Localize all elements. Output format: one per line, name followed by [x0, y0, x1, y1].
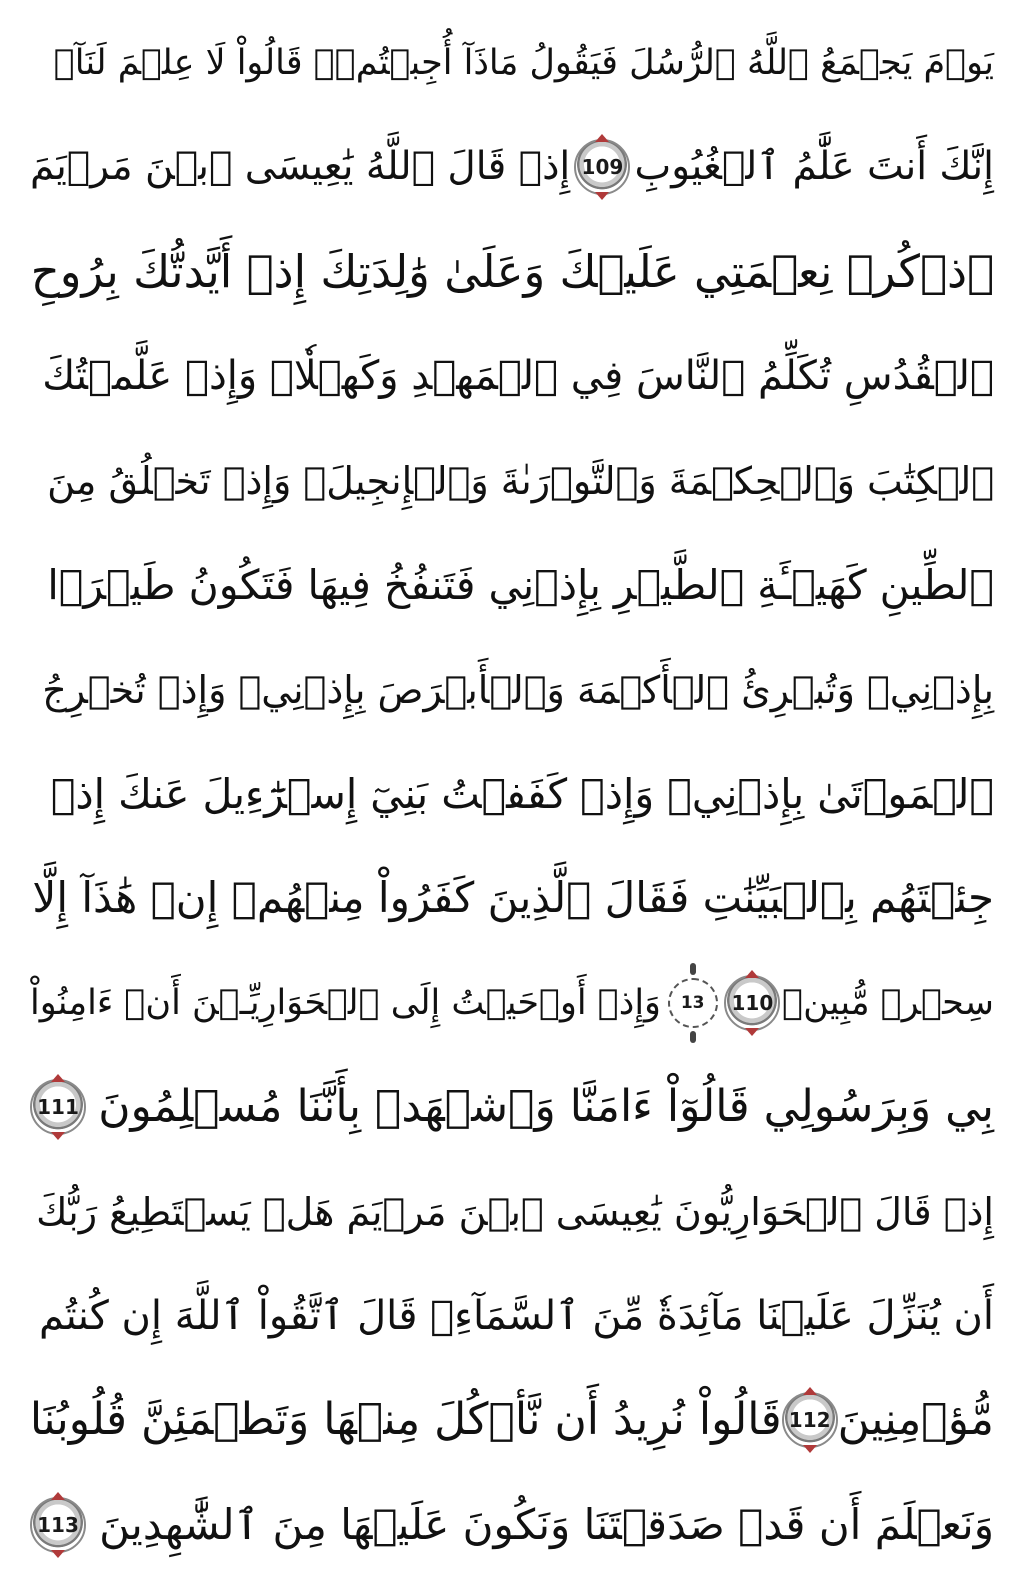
line-15-text: وَنَعۡلَمَ أَن قَدۡ صَدَقۡتَنَا وَنَكُونَ عَلَيۡهَا مِنَ ٱلشَّٰهِدِينَ: [99, 1499, 994, 1549]
rub-ornament-bottom: [690, 1031, 696, 1043]
line-2-text-a: إِنَّكَ أَنتَ عَلَّٰمُ ٱلۡغُيُوبِ: [634, 144, 994, 190]
text-line-5: [30, 436, 994, 526]
ayah-number-marker: [782, 1392, 838, 1448]
ayah-number-marker: [30, 1497, 86, 1553]
line-8-text: ٱلۡمَوۡتَىٰ بِإِذۡنِيۖ وَإِذۡ كَفَفۡتُ بَنِيٓ إِسۡرَٰٓءِيلَ عَنكَ إِذۡ: [50, 769, 994, 818]
text-line-10: [30, 958, 994, 1048]
ayah-number-marker: [574, 139, 630, 195]
text-line-14: [30, 1375, 994, 1465]
text-line-2: [30, 122, 994, 212]
text-line-13: [30, 1271, 994, 1361]
line-3-text: ٱذۡكُرۡ نِعۡمَتِي عَلَيۡكَ وَعَلَىٰ وَٰلِدَتِكَ إِذۡ أَيَّدتُّكَ بِرُوحِ: [30, 244, 994, 298]
ayah-number: 110: [731, 990, 774, 1015]
line-14-text-b: قَالُواْ نُرِيدُ أَن نَّأۡكُلَ مِنۡهَا وَتَطۡمَئِنَّ قُلُوبُنَا: [29, 1394, 782, 1446]
line-7-text: بِإِذۡنِيۖ وَتُبۡرِئُ ٱلۡأَكۡمَهَ وَٱلۡأَبۡرَصَ بِإِذۡنِيۖ وَإِذۡ تُخۡرِجُ: [42, 667, 994, 712]
line-11-text: بِي وَبِرَسُولِي قَالُوٓاْ ءَامَنَّا وَٱشۡهَدۡ بِأَنَّنَا مُسۡلِمُونَ: [98, 1081, 994, 1133]
text-line-6: [30, 540, 994, 630]
rub-number: 13: [680, 992, 705, 1013]
text-line-8: [30, 749, 994, 839]
rub-ornament-top: [690, 963, 696, 975]
text-line-11: [30, 1062, 994, 1152]
text-line-3: [30, 227, 994, 317]
ayah-number-marker: [30, 1079, 86, 1135]
text-line-12: [30, 1167, 994, 1257]
rub-ring: [668, 978, 718, 1028]
line-6-text: ٱلطِّينِ كَهَيۡـَٔةِ ٱلطَّيۡرِ بِإِذۡنِي فَتَنفُخُ فِيهَا فَتَكُونُ طَيۡرَۢا: [47, 561, 994, 610]
line-4-text: ٱلۡقُدُسِ تُكَلِّمُ ٱلنَّاسَ فِي ٱلۡمَهۡدِ وَكَهۡلٗاۖ وَإِذۡ عَلَّمۡتُكَ: [42, 353, 994, 400]
line-9-text: جِئۡتَهُم بِٱلۡبَيِّنَٰتِ فَقَالَ ٱلَّذِينَ كَفَرُواْ مِنۡهُمۡ إِنۡ هَٰذَآ إِلَّا: [32, 873, 994, 923]
line-2-text-b: إِذۡ قَالَ ٱللَّهُ يَٰعِيسَى ٱبۡنَ مَرۡيَمَ: [30, 144, 571, 190]
text-line-15: [30, 1480, 994, 1570]
line-1-text: يَوۡمَ يَجۡمَعُ ٱللَّهُ ٱلرُّسُلَ فَيَقُولُ مَاذَآ أُجِبۡتُمۡۖ قَالُواْ لَا عِلۡمَ لَنَآۖ: [53, 43, 994, 83]
line-10-text-b: وَإِذۡ أَوۡحَيۡتُ إِلَى ٱلۡحَوَارِيِّـۧنَ أَنۡ ءَامِنُواْ: [30, 982, 661, 1023]
rub-el-hizb-marker: [663, 961, 723, 1045]
line-5-text: ٱلۡكِتَٰبَ وَٱلۡحِكۡمَةَ وَٱلتَّوۡرَىٰةَ وَٱلۡإِنجِيلَۖ وَإِذۡ تَخۡلُقُ مِنَ: [47, 458, 994, 503]
text-line-1: [30, 18, 994, 108]
ayah-number: 113: [37, 1512, 79, 1537]
line-14-text-a: مُّؤۡمِنِينَ: [837, 1394, 994, 1446]
text-line-9: [30, 853, 994, 943]
text-line-4: [30, 331, 994, 421]
line-10-text-a: سِحۡرٞ مُّبِينٞ: [782, 982, 994, 1023]
line-12-text: إِذۡ قَالَ ٱلۡحَوَارِيُّونَ يَٰعِيسَى ٱبۡنَ مَرۡيَمَ هَلۡ يَسۡتَطِيعُ رَبُّكَ: [36, 1189, 994, 1234]
line-13-text: أَن يُنَزِّلَ عَلَيۡنَا مَآئِدَةٗ مِّنَ ٱلسَّمَآءِۖ قَالَ ٱتَّقُواْ ٱللَّهَ إِن كُنتُم: [39, 1293, 994, 1340]
ayah-number: 111: [37, 1095, 79, 1120]
ayah-number: 112: [788, 1408, 831, 1433]
ayah-number: 109: [581, 155, 624, 180]
text-line-7: [30, 645, 994, 735]
ayah-number-marker: [724, 975, 780, 1031]
